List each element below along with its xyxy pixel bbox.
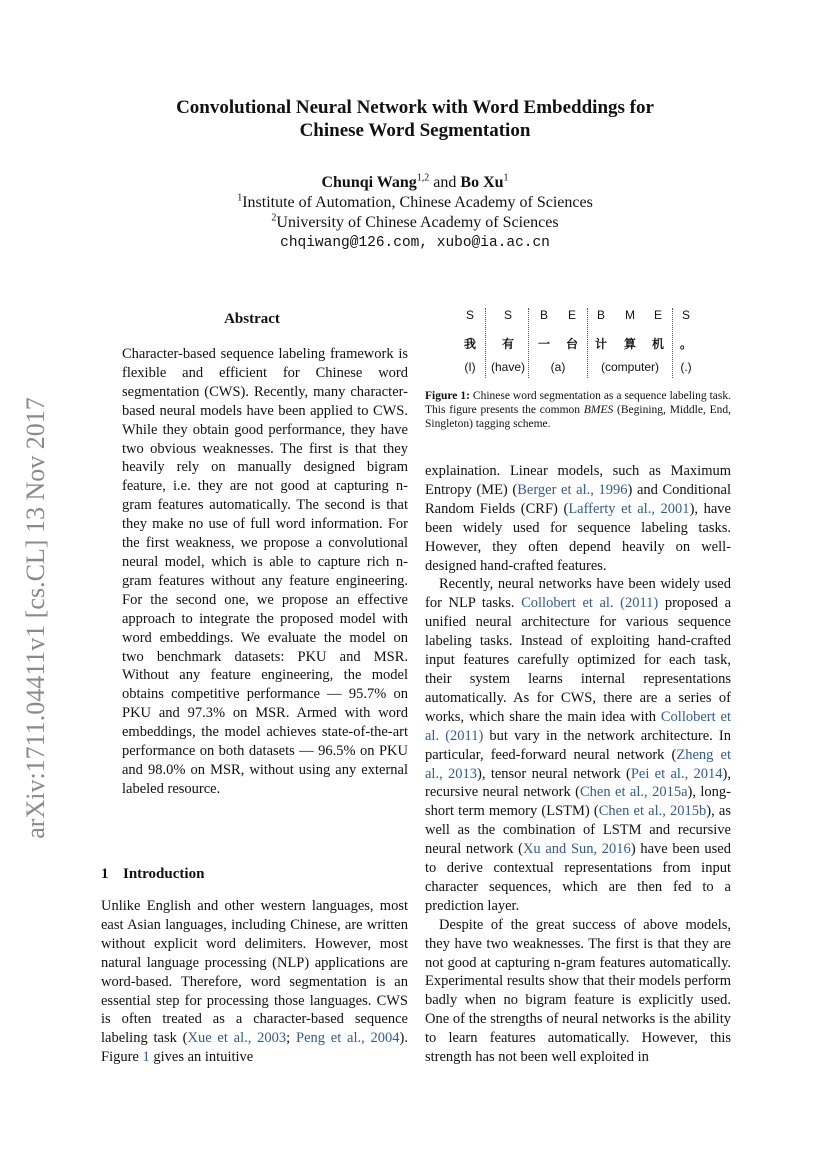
tag-label: S	[681, 308, 690, 322]
citation-link[interactable]: Xu and Sun, 2016	[522, 841, 631, 858]
section-number: 1	[101, 866, 109, 882]
paper-title	[120, 96, 710, 142]
citation-link[interactable]: Peng et al., 2004	[296, 1030, 400, 1047]
gloss-label: (have)	[490, 360, 525, 374]
chinese-char: 台	[565, 337, 578, 351]
gloss-label: (computer)	[600, 360, 659, 374]
chinese-char: 算	[623, 337, 636, 351]
chinese-char: 机	[651, 337, 664, 351]
author-and: and	[429, 174, 461, 191]
word-divider	[672, 308, 673, 378]
citation-link[interactable]: Chen et al., 2015a	[580, 784, 688, 801]
author-line	[120, 173, 710, 193]
tag-label: E	[567, 308, 576, 322]
citation-link[interactable]: Collobert et al. (2011)	[521, 595, 659, 612]
right-column-body	[425, 462, 731, 1067]
gloss-label: (I)	[464, 360, 476, 374]
affiliation-2: $^2$University of Chinese Academy of Sciences	[271, 212, 559, 231]
author-1: Chunqi Wang	[321, 174, 417, 191]
abstract-text: Character-based sequence labeling framework is flexible and efficient for Chinese word segmentation (CWS). Recently, many character-based neural models have been applied to CWS. While they obtain good performance, they have two obvious weaknesses. The first is that they heavily rely on manually designed bigram feature, i.e. they are not good at capturing n-gram features automatically. The second is that they make no use of full word information. For the first weakness, we propose a convolutional neural model, which is able to capture rich n-gram features without any feature engineering. For the second one, we propose an effective approach to integrate the proposed model with word embeddings. We evaluate the model on two benchmark datasets: PKU and MSR. Without any feature engineering, the model obtains competitive performance — 95.7% on PKU and 97.3% on MSR. Armed with word embeddings, the model achieves state-of-the-art performance on both datasets — 96.5% on PKU and 98.0% on MSR, without using any external labeled resource.	[122, 346, 408, 797]
chinese-char: 。	[679, 337, 692, 351]
citation-link[interactable]: Zheng et al., 2013	[425, 746, 731, 782]
section-heading-introduction	[101, 866, 204, 883]
arxiv-sidebar	[18, 358, 54, 878]
title-line-2: Chinese Word Segmentation	[299, 120, 531, 141]
word-divider	[587, 308, 588, 378]
chinese-char: 计	[594, 337, 607, 351]
author-1-sup: 1,2	[416, 172, 430, 184]
word-divider	[485, 308, 486, 378]
paragraph: Despite of the great success of above models, they have two weaknesses. The first is that they are not good at capturing n-gram features automatically. Experimental results show that their models perform badly when no bigram feature is explicitly used. One of the strengths of neural networks is the ability to learn features automatically. However, this strength has not been well exploited in	[425, 916, 731, 1066]
tag-label: M	[625, 308, 635, 322]
chinese-char: 有	[501, 337, 514, 351]
author-block	[120, 173, 710, 253]
citation-link[interactable]: Chen et al., 2015b	[598, 803, 707, 820]
author-2: Bo Xu	[460, 174, 504, 191]
affiliation-1: $^1$Institute of Automation, Chinese Academy of Sciences	[237, 192, 593, 211]
tag-label: B	[596, 308, 605, 322]
caption-label: Figure 1:	[425, 390, 470, 402]
tag-label: S	[465, 308, 474, 322]
abstract-heading: Abstract	[224, 311, 280, 327]
chinese-char: 我	[463, 337, 476, 351]
author-emails: chqiwang@126.com, xubo@ia.ac.cn	[280, 235, 550, 251]
arxiv-id: arXiv:1711.04411v1 [cs.CL] 13 Nov 2017	[21, 397, 50, 839]
word-divider	[528, 308, 529, 378]
tag-label: E	[653, 308, 662, 322]
citation-link[interactable]: Berger et al., 1996	[517, 481, 628, 498]
gloss-label: (.)	[680, 360, 692, 374]
tag-label: B	[539, 308, 548, 322]
intro-paragraph	[101, 897, 408, 1067]
citation-link[interactable]: Xue et al., 2003	[187, 1030, 287, 1047]
title-line-1: Convolutional Neural Network with Word Embeddings for	[176, 97, 654, 118]
tag-label: S	[503, 308, 512, 322]
citation-link[interactable]: Lafferty et al., 2001	[568, 500, 690, 517]
abstract-body	[122, 345, 408, 799]
figure-ref-link[interactable]: 1	[142, 1049, 150, 1066]
citation-link[interactable]: Collobert et al. (2011)	[425, 708, 731, 744]
figure-1	[452, 308, 712, 388]
citation-link[interactable]: Pei et al., 2014	[630, 765, 723, 782]
section-title: Introduction	[123, 866, 205, 882]
intro-text: Unlike English and other western languages, most east Asian languages, including Chinese, are written without explicit word delimiters. However, most natural language processing (NLP) applications are word-based. Therefore, word segmentation is an essential step for processing those languages. CWS is often treated as a character-based sequence labeling task (Xue et al., 2003; Peng et al., 2004). Figure 1 gives an intuitive	[101, 898, 409, 1066]
figure-1-caption: Figure 1: Chinese word segmentation as a sequence labeling task. This figure presents the common BMES (Begining, Middle, End, Singleton) tagging scheme.	[425, 390, 731, 430]
author-2-sup: 1	[503, 172, 509, 184]
paragraph: Recently, neural networks have been widely used for NLP tasks. Collobert et al. (2011) proposed a unified neural architecture for various sequence labeling tasks. Instead of exploiting hand-crafted input features carefully optimized for each task, their system learns internal representations automatically. As for CWS, there are a series of works, which share the main idea with Collobert et al. (2011) but vary in the network architecture. In particular, feed-forward neural network (Zheng et al., 2013), tensor neural network (Pei et al., 2014), recursive neural network (Chen et al., 2015a), long-short term memory (LSTM) (Chen et al., 2015b), as well as the combination of LSTM and recursive neural network (Xu and Sun, 2016) have been used to derive contextual representations from input character sequences, which are then fed to a prediction layer.	[425, 576, 732, 914]
gloss-label: (a)	[550, 360, 566, 374]
chinese-char: 一	[537, 337, 550, 351]
paragraph: explaination. Linear models, such as Maximum Entropy (ME) (Berger et al., 1996) and Conditional Random Fields (CRF) (Lafferty et al., 2001), have been widely used for sequence labeling tasks. However, they often depend heavily on well-designed hand-crafted features.	[425, 463, 731, 574]
